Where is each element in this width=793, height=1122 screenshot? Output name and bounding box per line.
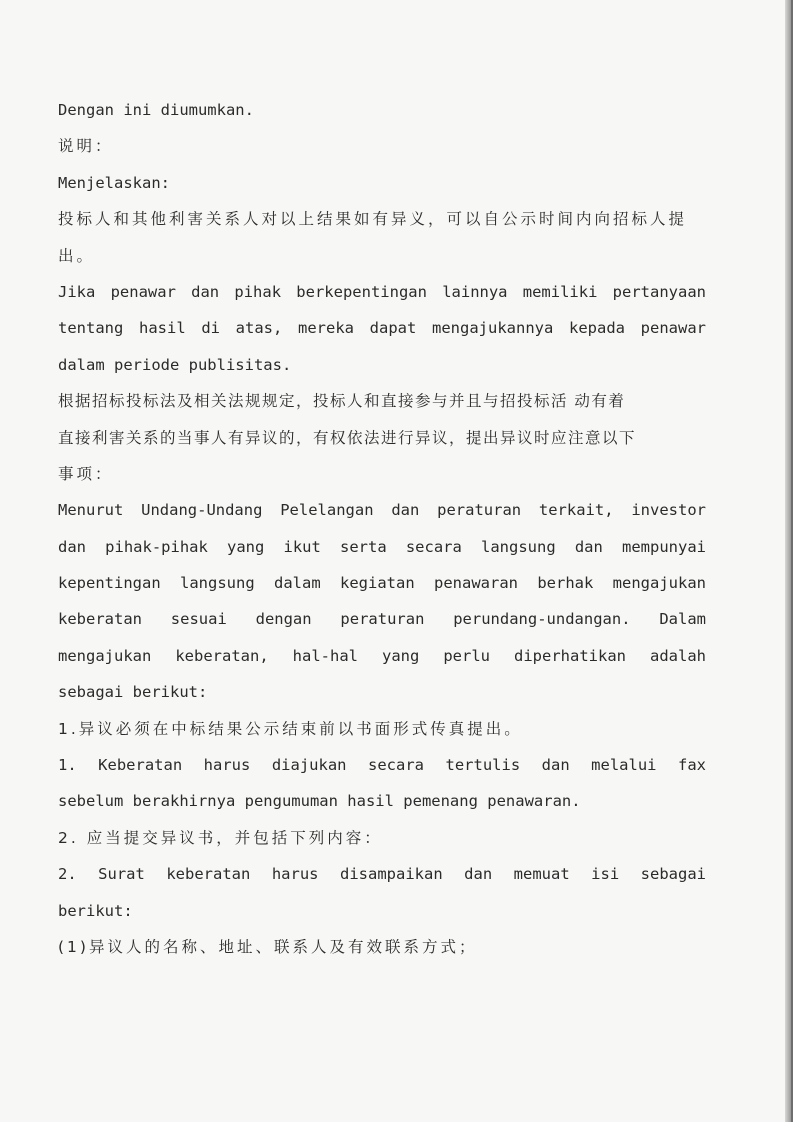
- text-line: (1)异议人的名称、地址、联系人及有效联系方式；: [58, 937, 478, 956]
- text-line: 事项：: [58, 464, 114, 483]
- text-line: Menurut Undang-Undang Pelelangan dan peraturan terkait, investor: [58, 501, 706, 520]
- text-line: Jika penawar dan pihak berkepentingan lainnya memiliki pertanyaan: [58, 282, 706, 301]
- text-line: berikut:: [58, 901, 133, 920]
- text-line: Menjelaskan:: [58, 173, 170, 192]
- text-line: 根据招标投标法及相关法规规定，投标人和直接参与并且与招投标活 动有着: [58, 392, 626, 411]
- text-line: sebelum berakhirnya pengumuman hasil pemenang penawaran.: [58, 792, 581, 811]
- text-line: kepentingan langsung dalam kegiatan penawaran berhak mengajukan: [58, 574, 706, 593]
- text-line: 直接利害关系的当事人有异议的，有权依法进行异议，提出异议时应注意以下: [58, 428, 637, 447]
- text-line: 2. Surat keberatan harus disampaikan dan memuat isi sebagai: [58, 865, 706, 884]
- text-line: 2. 应当提交异议书，并包括下列内容：: [58, 828, 383, 847]
- text-line: sebagai berikut:: [58, 683, 208, 702]
- text-line: Dengan ini diumumkan.: [58, 101, 254, 119]
- text-line: dan pihak-pihak yang ikut serta secara langsung dan mempunyai: [58, 537, 706, 556]
- text-line: keberatan sesuai dengan peraturan perundang-undangan. Dalam: [58, 610, 706, 629]
- document-body: [58, 92, 706, 965]
- text-line: 说明：: [58, 137, 114, 156]
- page-edge-shadow: [785, 0, 791, 1122]
- text-line: mengajukan keberatan, hal-hal yang perlu diperhatikan adalah: [58, 646, 706, 665]
- text-line: tentang hasil di atas, mereka dapat mengajukannya kepada penawar: [58, 319, 706, 338]
- text-line: 1. Keberatan harus diajukan secara tertulis dan melalui fax: [58, 756, 706, 775]
- text-line: 出。: [58, 246, 96, 265]
- text-line: 1.异议必须在中标结果公示结束前以书面形式传真提出。: [58, 719, 523, 738]
- text-line: 投标人和其他利害关系人对以上结果如有异义，可以自公示时间内向招标人提: [58, 210, 688, 229]
- text-line: dalam periode publisitas.: [58, 355, 292, 374]
